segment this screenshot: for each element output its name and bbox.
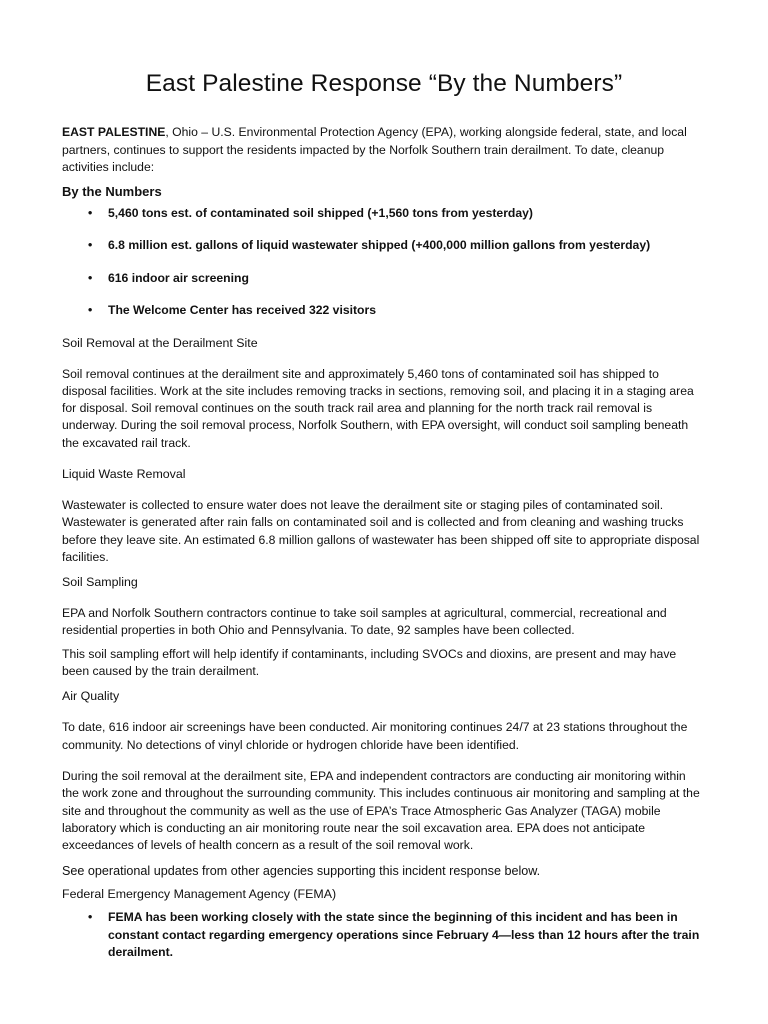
air-quality-heading: Air Quality [62, 689, 120, 704]
soil-removal-paragraph: Soil removal continues at the derailment site and approximately 5,460 tons of contaminated soil has shipped to disposal facilities. Work at the site includes removing tracks in sections, removing soil, and placing it in a staging area for disposal. Soil removal continues on the south track rail area and planning for the north track rail removal is underway. During the soil removal process, Norfolk Southern, with EPA oversight, will conduct soil sampling beneath the excavated rail track. [62, 366, 694, 450]
numbers-list [62, 205, 706, 320]
soil-sampling-heading: Soil Sampling [62, 575, 138, 590]
fema-heading: Federal Emergency Management Agency (FEMA) [62, 887, 337, 902]
list-item-text: 5,460 tons est. of contaminated soil shipped (+1,560 tons from yesterday) [108, 205, 533, 220]
list-item [62, 270, 706, 287]
bullet-glyph: • [88, 303, 93, 317]
list-item [62, 237, 706, 254]
intro-dateline: EAST PALESTINE [62, 125, 166, 139]
list-item-text: 6.8 million est. gallons of liquid wastewater shipped (+400,000 million gallons from yesterday) [108, 238, 651, 252]
list-item [62, 302, 706, 319]
list-item-text: The Welcome Center has received 322 visitors [108, 303, 377, 317]
fema-list [62, 909, 706, 961]
bullet-glyph: • [88, 910, 93, 925]
intro-text: , Ohio – U.S. Environmental Protection Agency (EPA), working alongside federal, state, and local partners, continues to support the residents impacted by the Norfolk Southern train derailment. To date, cleanup activities include: [62, 125, 687, 174]
by-the-numbers-heading: By the Numbers [62, 183, 162, 199]
soil-sampling-paragraph-2: This soil sampling effort will help identify if contaminants, including SVOCs and dioxins, are present and may have been caused by the train derailment. [62, 646, 677, 679]
liquid-waste-heading: Liquid Waste Removal [62, 466, 186, 481]
soil-sampling-paragraph-1: EPA and Norfolk Southern contractors continue to take soil samples at agricultural, commercial, recreational and residential properties in both Ohio and Pennsylvania. To date, 92 samples have been collected. [62, 606, 667, 638]
soil-removal-heading: Soil Removal at the Derailment Site [62, 335, 258, 350]
bullet-glyph: • [88, 270, 93, 285]
operational-updates-note: See operational updates from other agencies supporting this incident response below. [62, 864, 541, 879]
list-item [62, 909, 706, 961]
page-title: East Palestine Response “By the Numbers” [145, 70, 623, 97]
list-item-text: 616 indoor air screening [108, 270, 249, 285]
list-item [62, 205, 706, 222]
list-item-text: FEMA has been working closely with the state since the beginning of this incident and has been in constant contact regarding emergency operations since February 4—less than 12 hours after the train derailment. [108, 910, 700, 960]
intro-paragraph [62, 124, 706, 177]
air-quality-paragraph-1: To date, 616 indoor air screenings have been conducted. Air monitoring continues 24/7 at 23 stations throughout the community. No detections of vinyl chloride or hydrogen chloride have been identified. [62, 720, 688, 752]
bullet-glyph: • [88, 238, 93, 252]
liquid-waste-paragraph: Wastewater is collected to ensure water does not leave the derailment site or staging piles of contaminated soil. Wastewater is generated after rain falls on contaminated soil and is collected and from cleaning and washing trucks before they leave site. An estimated 6.8 million gallons of wastewater has been shipped off site to appropriate disposal facilities. [62, 497, 700, 564]
air-quality-paragraph-2: During the soil removal at the derailment site, EPA and independent contractors are conducting air monitoring within the work zone and throughout the surrounding community. This includes continuous air monitoring and sampling at the site and throughout the community as well as the use of EPA’s Trace Atmospheric Gas Analyzer (TAGA) mobile laboratory which is conducting an air monitoring route near the soil excavation area. EPA does not anticipate exceedances of levels of health concern as a result of the soil removal work. [62, 768, 700, 853]
bullet-glyph: • [88, 205, 93, 220]
